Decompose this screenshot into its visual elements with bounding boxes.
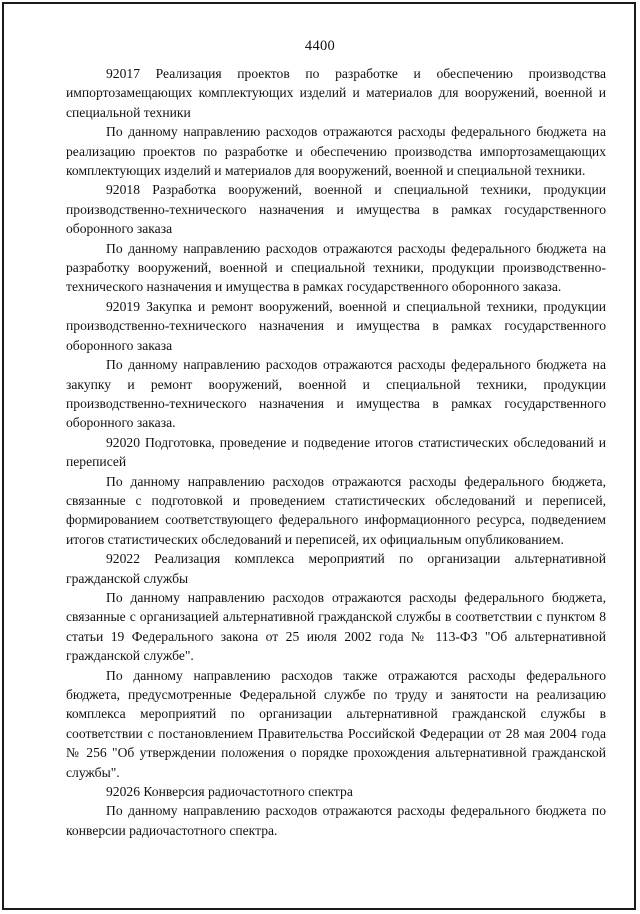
paragraph-92019-description: По данному направлению расходов отражаются расходы федерального бюджета на закупку и ремонт вооружений, военной и специальной техники, продукции производственно-технического назначения и имущества в рамках государственного оборонного заказа. (66, 357, 606, 431)
paragraph-92026-description: По данному направлению расходов отражаются расходы федерального бюджета по конверсии радиочастотного спектра. (66, 803, 606, 838)
paragraph-92017-description: По данному направлению расходов отражаются расходы федерального бюджета на реализацию проектов по разработке и обеспечению производства импортозамещающих комплектующих изделий и материалов для вооружений, военной и специальной техники. (66, 124, 606, 179)
paragraph-92018-heading: 92018 Разработка вооружений, военной и специальной техники, продукции производственно-технического назначения и имущества в рамках государственного оборонного заказа (66, 182, 606, 237)
paragraph-92019-heading: 92019 Закупка и ремонт вооружений, военной и специальной техники, продукции производственно-технического назначения и имущества в рамках государственного оборонного заказа (66, 298, 606, 353)
paragraph-92020-heading: 92020 Подготовка, проведение и подведение итогов статистических обследований и переписей (66, 434, 606, 470)
paragraph-92017-heading: 92017 Реализация проектов по разработке и обеспечению производства импортозамещающих комплектующих изделий и материалов для вооружений, военной и специальной техники (66, 66, 606, 120)
paragraph-92026-heading: 92026 Конверсия радиочастотного спектра (106, 784, 353, 800)
paragraph-92020-description: По данному направлению расходов отражаются расходы федерального бюджета, связанные с подготовкой и проведением статистических обследований и переписей, формированием соответствующего федерального информационного ресурса, подведением итогов статистических обследований и переписей, их официальным опубликованием. (66, 473, 606, 547)
paragraph-92018-description: По данному направлению расходов отражаются расходы федерального бюджета на разработку вооружений, военной и специальной техники, продукции производственно-технического назначения и имущества в рамках государственного оборонного заказа. (66, 240, 606, 295)
document-body (66, 64, 606, 840)
paragraph-92022-description: По данному направлению расходов отражаются расходы федерального бюджета, связанные с организацией альтернативной гражданской службы в соответствии с пунктом 8 статьи 19 Федерального закона от 25 июля 2002 года № 113-ФЗ "Об альтернативной гражданской службе". (66, 589, 606, 664)
paragraph-92022-additional: По данному направлению расходов также отражаются расходы федерального бюджета, предусмотренные Федеральной службе по труду и занятости на реализацию комплекса мероприятий по организации альтернативной гражданской службы в соответствии с постановлением Правительства Российской Федерации от 28 мая 2004 года № 256 "Об утверждении положения о порядке прохождения альтернативной гражданской службы". (66, 667, 606, 780)
paragraph-92022-heading: 92022 Реализация комплекса мероприятий по организации альтернативной гражданской службы (66, 551, 606, 586)
page-number: 4400 (304, 38, 336, 54)
